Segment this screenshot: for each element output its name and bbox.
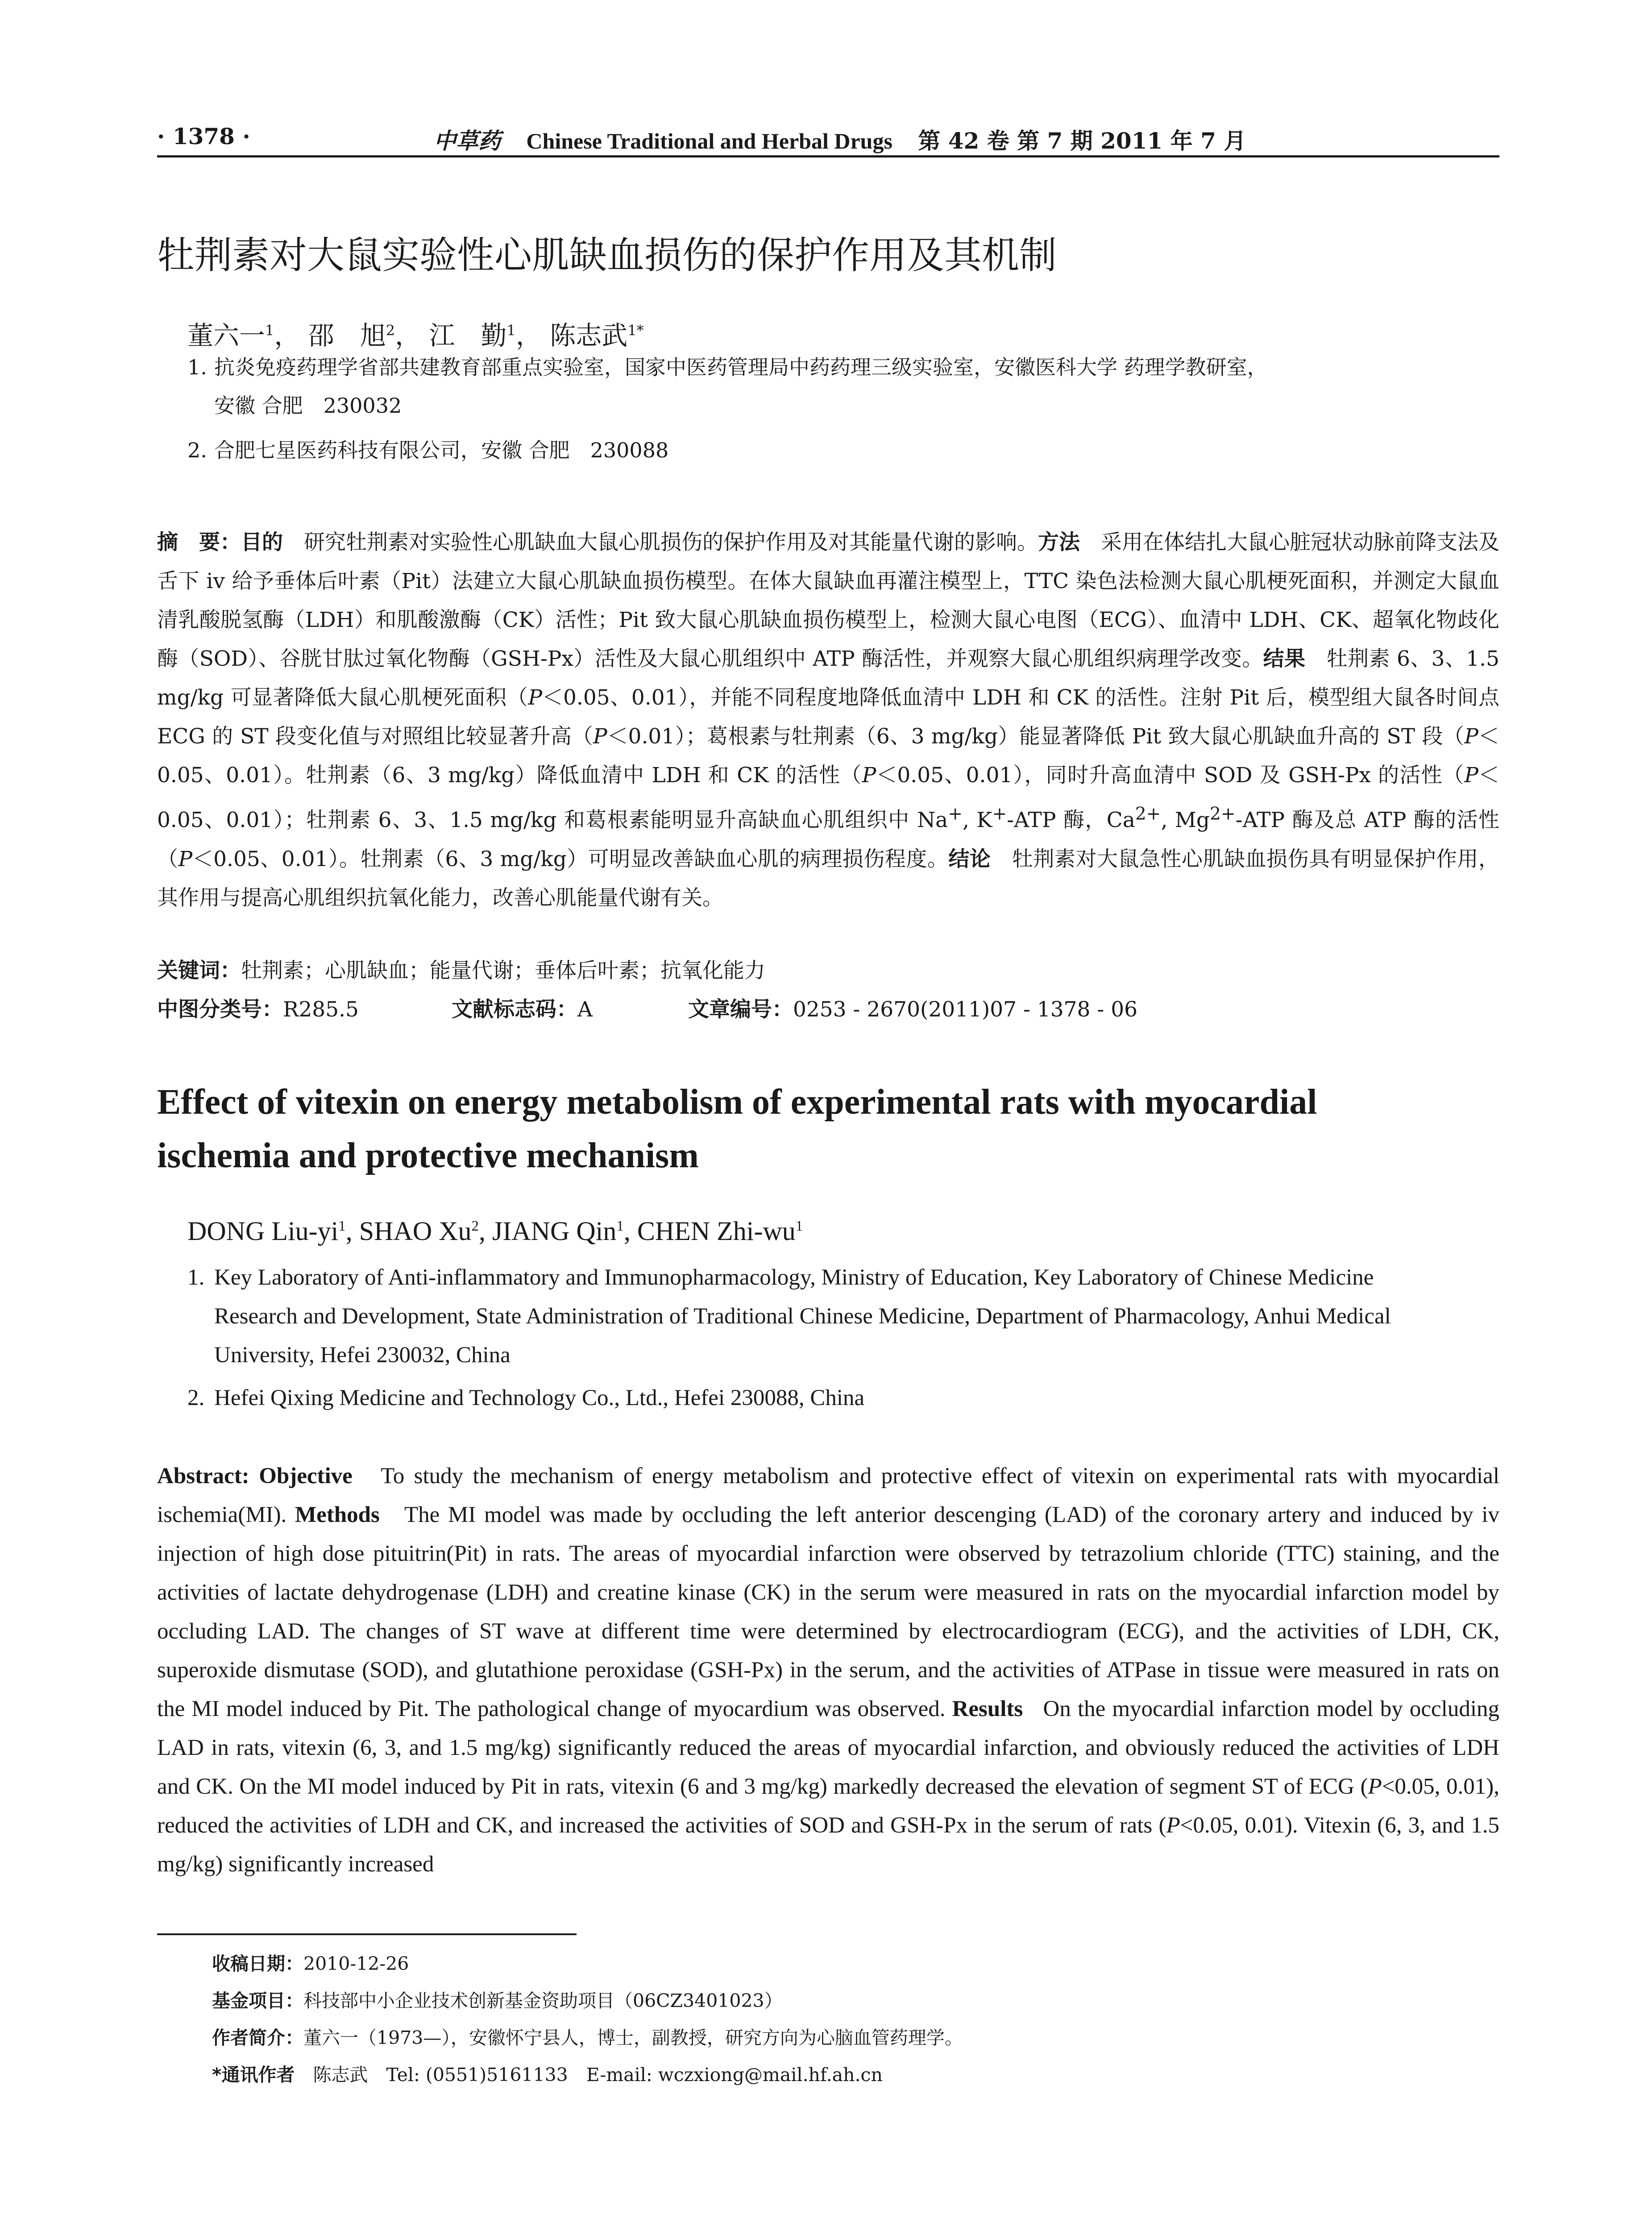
results-text: <0.05, 0.01), reduced the activities of LDH and CK, and increased the activities of SOD and GSH-Px in the serum of rats ( — [157, 1774, 1499, 1838]
affiliation-number: 1. — [187, 1265, 205, 1290]
journal-name-en: Chinese Traditional and Herbal Drugs — [526, 129, 892, 153]
footnote-funding — [212, 1982, 963, 2020]
abstract-label: Abstract: — [157, 1464, 249, 1489]
results-text: ＜0.05、0.01）；牡荆素 6、3、1.5 mg/kg 和葛根素能明显升高缺血心肌组织中 Na — [157, 763, 1500, 833]
results-label: 结果 — [1263, 647, 1306, 671]
p-symbol: P — [1464, 763, 1479, 788]
keywords-label: 关键词： — [157, 958, 241, 983]
author-affiliation-mark: 1* — [627, 322, 644, 339]
footnote-corresponding — [212, 2057, 963, 2094]
methods-text: 采用在体结扎大鼠心脏冠状动脉前降支法及舌下 iv 给予垂体后叶素（Pit）法建立大鼠心肌缺血损伤模型。在体大鼠缺血再灌注模型上，TTC 染色法检测大鼠心肌梗死面积，并测定大鼠血清乳酸脱氢酶（LDH）和肌酸激酶（CK）活性；Pit 致大鼠心肌缺血损伤模型上，检测大鼠心电图（ECG）、血清中 LDH、CK、超氧化物歧化酶（SOD）、谷胱甘肽过氧化物酶（GSH-Px）活性及大鼠心肌组织中 ATP 酶活性，并观察大鼠心肌组织病理学改变。 — [157, 530, 1499, 671]
affiliation-cn-1 — [187, 348, 1499, 425]
author-name: CHEN Zhi-wu — [637, 1216, 796, 1246]
abstract-label: 摘 要： — [157, 530, 241, 555]
footnote-value: 董六一（1973—），安徽怀宁县人，博士，副教授，研究方向为心脑血管药理学。 — [303, 2027, 963, 2049]
clc-label: 中图分类号： — [157, 997, 283, 1022]
clc-number — [157, 993, 452, 1023]
author-separator: ， — [274, 320, 300, 351]
results-text: 牡荆素 6、3、1.5 mg/kg 可显著降低大鼠心肌梗死面积（ — [157, 647, 1500, 710]
results-text: -ATP 酶及总 ATP 酶的活性（ — [157, 808, 1500, 871]
conclusion-label: 结论 — [948, 846, 991, 871]
footnote-label: *通讯作者 — [212, 2064, 295, 2086]
results-text: On the myocardial infarction model by occluding LAD in rats, vitexin (6, 3, and 1.5 mg/kg) significantly reduced the areas of myocardial infarction, and obviously reduced the activities of LDH and CK. On the MI model induced by Pit in rats, vitexin (6 and 3 mg/kg) markedly decreased the elevation of segment ST of ECG ( — [157, 1696, 1500, 1799]
affiliation-number: 2. — [187, 1385, 205, 1410]
p-symbol: P — [862, 763, 876, 788]
page-number: · 1378 · — [157, 123, 250, 149]
ion-charge: 2+ — [1135, 804, 1161, 824]
objective-text: 研究牡荆素对实验性心肌缺血大鼠心肌损伤的保护作用及对其能量代谢的影响。 — [304, 530, 1038, 555]
methods-label: Methods — [295, 1502, 380, 1527]
author-name: 董六一 — [187, 320, 266, 351]
p-symbol: P — [593, 724, 607, 749]
running-header — [157, 120, 1499, 160]
author-affiliation-mark: 1 — [795, 1218, 803, 1234]
author-affiliation-mark: 2 — [471, 1218, 479, 1234]
abstract-en — [157, 1457, 1499, 1884]
article-title-en — [157, 1075, 1499, 1182]
results-text: <0.05, 0.01). Vitexin (6, 3, and 1.5 mg/kg) significantly increased — [157, 1813, 1499, 1877]
p-symbol: P — [1368, 1774, 1382, 1799]
author-affiliation-mark: 1 — [265, 322, 274, 339]
author-separator: , — [479, 1216, 492, 1246]
footnote-value: 2010-12-26 — [303, 1953, 409, 1974]
author-separator: , — [345, 1216, 359, 1246]
author-affiliation-mark: 2 — [386, 322, 395, 339]
keywords-text: 牡荆素；心肌缺血；能量代谢；垂体后叶素；抗氧化能力 — [241, 958, 765, 983]
results-text: ＜0.05、0.01），同时升高血清中 SOD 及 GSH-Px 的活性（ — [876, 763, 1465, 788]
journal-name-cn: 中草药 — [434, 128, 501, 154]
author-affiliation-mark: 1 — [616, 1218, 624, 1234]
footnote-received — [212, 1945, 963, 1982]
author-affiliation-mark: 1 — [338, 1218, 346, 1234]
results-text: ＜0.05、0.01）。牡荆素（6、3 mg/kg）可明显改善缺血心肌的病理损伤程度。 — [192, 846, 949, 871]
header-rule — [157, 155, 1499, 158]
methods-label: 方法 — [1038, 530, 1080, 555]
title-line: Effect of vitexin on energy metabolism of experimental rats with myocardial — [157, 1082, 1317, 1122]
affiliation-text: Hefei Qixing Medicine and Technology Co., Ltd., Hefei 230088, China — [214, 1385, 865, 1410]
author-separator: ， — [515, 320, 542, 351]
objective-label: 目的 — [241, 530, 283, 555]
p-symbol: P — [178, 846, 193, 871]
methods-text: The MI model was made by occluding the left anterior descenging (LAD) of the coronary artery and induced by iv injection of high dose pituitrin(Pit) in rats. The areas of myocardial infarction were observed by tetrazolium chloride (TTC) staining, and the activities of lactate dehydrogenase (LDH) and creatine kinase (CK) in the serum were measured in rats on the myocardial infarction model by occluding LAD. The changes of ST wave at different time were determined by electrocardiogram (ECG), and the activities of LDH, CK, superoxide dismutase (SOD), and glutathione peroxidase (GSH-Px) in the serum, and the activities of ATPase in tissue were measured in rats on the MI model induced by Pit. The pathological change of myocardium was observed. — [157, 1502, 1499, 1721]
clc-value: R285.5 — [283, 997, 359, 1022]
affiliation-text: 抗炎免疫药理学省部共建教育部重点实验室，国家中医药管理局中药药理三级实验室，安徽医科大学 药理学教研室， — [214, 355, 1268, 379]
issue-info: 第 42 卷 第 7 期 2011 年 7 月 — [918, 128, 1246, 154]
classification-line — [157, 993, 1137, 1023]
objective-label: Objective — [259, 1464, 353, 1489]
author-list-en — [187, 1216, 803, 1247]
title-line: ischemia and protective mechanism — [157, 1136, 699, 1175]
abstract-cn — [157, 523, 1499, 917]
journal-line — [434, 123, 1246, 155]
conclusion-text: 牡荆素对大鼠急性心肌缺血损伤具有明显保护作用，其作用与提高心肌组织抗氧化能力，改善心肌能量代谢有关。 — [157, 846, 1500, 910]
article-id-label: 文章编号： — [688, 997, 793, 1022]
author-separator: ， — [395, 320, 421, 351]
article-title-cn: 牡荆素对大鼠实验性心肌缺血损伤的保护作用及其机制 — [157, 233, 1057, 277]
author-separator: , — [623, 1216, 637, 1246]
footnote-label: 作者简介： — [212, 2027, 303, 2049]
author-list-cn — [187, 315, 644, 352]
affiliation-text: Research and Development, State Administration of Traditional Chinese Medicine, Department of Pharmacology, Anhui Medical — [214, 1304, 1391, 1329]
p-symbol: P — [528, 685, 543, 710]
author-name: 陈志武 — [550, 320, 628, 351]
document-code-value: A — [577, 997, 593, 1022]
author-name: 邵 旭 — [308, 320, 386, 351]
affiliation-en-2 — [187, 1379, 1499, 1418]
results-text: , Mg — [1161, 808, 1210, 833]
keywords-cn — [157, 954, 765, 984]
p-symbol: P — [1166, 1813, 1180, 1838]
ion-charge: + — [992, 804, 1007, 824]
affiliation-text: 合肥七星医药科技有限公司，安徽 合肥 230088 — [214, 438, 669, 462]
author-affiliation-mark: 1 — [506, 322, 516, 339]
footnote-author-bio — [212, 2020, 963, 2057]
affiliation-number: 1. — [187, 355, 207, 379]
footnotes — [212, 1945, 963, 2094]
footnote-label: 基金项目： — [212, 1990, 303, 2011]
affiliation-number: 2. — [187, 438, 207, 462]
results-label: Results — [952, 1696, 1023, 1721]
objective-text: To study the mechanism of energy metabolism and protective effect of vitexin on experimental rats with myocardial ischemia(MI). — [157, 1464, 1499, 1527]
document-code-label: 文献标志码： — [452, 997, 577, 1022]
article-id — [688, 993, 1137, 1023]
ion-charge: + — [948, 804, 963, 824]
footnote-value: 科技部中小企业技术创新基金资助项目（06CZ3401023） — [303, 1990, 783, 2011]
results-text: , K — [963, 808, 992, 833]
author-name: SHAO Xu — [359, 1216, 472, 1246]
affiliation-text: University, Hefei 230032, China — [214, 1343, 511, 1368]
p-symbol: P — [1464, 724, 1479, 749]
results-text: -ATP 酶，Ca — [1007, 808, 1135, 833]
affiliation-cn-2 — [187, 431, 1499, 469]
results-text: ＜0.05、0.01）。牡荆素（6、3 mg/kg）降低血清中 LDH 和 CK 的活性（ — [157, 724, 1500, 788]
affiliation-text: 安徽 合肥 230032 — [214, 394, 402, 418]
ion-charge: 2+ — [1209, 804, 1236, 824]
author-name: 江 勤 — [429, 320, 507, 351]
results-text: ＜0.05、0.01），并能不同程度地降低血清中 LDH 和 CK 的活性。注射 Pit 后，模型组大鼠各时间点 ECG 的 ST 段变化值与对照组比较显著升高（ — [157, 685, 1499, 749]
footnote-rule — [157, 1933, 577, 1935]
results-text: ＜0.01）；葛根素与牡荆素（6、3 mg/kg）能显著降低 Pit 致大鼠心肌缺血升高的 ST 段（ — [607, 724, 1465, 749]
author-name: JIANG Qin — [492, 1216, 617, 1246]
footnote-label: 收稿日期： — [212, 1953, 303, 1974]
footnote-value: 陈志武 Tel: (0551)5161133 E-mail: wczxiong@mail.hf.ah.cn — [295, 2064, 883, 2086]
document-code — [452, 993, 688, 1023]
affiliation-en-1 — [187, 1258, 1499, 1375]
article-id-value: 0253 - 2670(2011)07 - 1378 - 06 — [793, 997, 1138, 1022]
author-name: DONG Liu-yi — [187, 1216, 339, 1246]
affiliation-text: Key Laboratory of Anti-inflammatory and Immunopharmacology, Ministry of Education, Key Laboratory of Chinese Medicine — [214, 1265, 1374, 1290]
